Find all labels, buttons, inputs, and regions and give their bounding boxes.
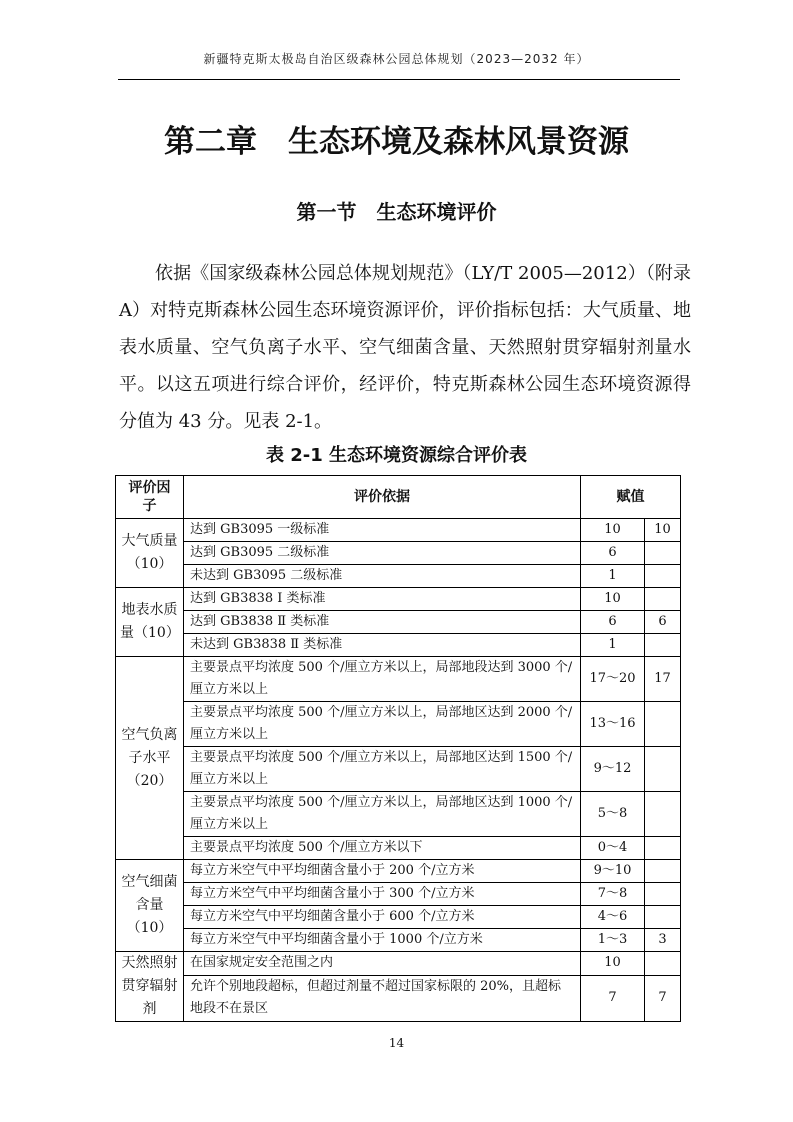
table-header-row [116,476,681,519]
basis-cell: 主要景点平均浓度 500 个/厘立方米以上，局部地区达到 1500 个/厘立方米以上 [184,747,581,792]
range-cell: 0～4 [581,837,645,860]
basis-cell: 主要景点平均浓度 500 个/厘立方米以上，局部地区达到 1000 个/厘立方米以上 [184,792,581,837]
basis-cell: 主要景点平均浓度 500 个/厘立方米以上，局部地段达到 3000 个/厘立方米以上 [184,657,581,702]
table-row [116,611,681,634]
table-row [116,588,681,611]
factor-cell: 地表水质量（10） [116,588,184,657]
header-factor: 评价因子 [116,476,184,519]
table-row [116,975,681,1021]
range-cell: 4～6 [581,906,645,929]
table-row [116,542,681,565]
factor-cell: 大气质量（10） [116,519,184,588]
score-cell [645,702,681,747]
table-row [116,906,681,929]
basis-cell: 达到 GB3838 Ⅰ 类标准 [184,588,581,611]
range-cell: 5～8 [581,792,645,837]
score-cell [645,588,681,611]
score-cell [645,565,681,588]
running-header: 新疆特克斯太极岛自治区级森林公园总体规划（2023—2032 年） [203,52,590,66]
chapter-title: 第二章 生态环境及森林风景资源 [164,124,629,160]
basis-cell: 未达到 GB3095 二级标准 [184,565,581,588]
table-row [116,702,681,747]
score-cell [645,906,681,929]
evaluation-table [115,475,681,1022]
score-cell [645,792,681,837]
range-cell: 10 [581,588,645,611]
score-cell: 3 [645,929,681,952]
table-row [116,883,681,906]
score-cell [645,952,681,976]
basis-cell: 主要景点平均浓度 500 个/厘立方米以下 [184,837,581,860]
range-cell: 7 [581,975,645,1021]
page-number: 14 [388,1036,405,1050]
range-cell: 9～12 [581,747,645,792]
table-row [116,519,681,542]
score-cell [645,542,681,565]
score-cell [645,837,681,860]
basis-cell: 主要景点平均浓度 500 个/厘立方米以上，局部地区达到 2000 个/厘立方米以上 [184,702,581,747]
range-cell: 10 [581,952,645,976]
basis-cell: 未达到 GB3838 Ⅱ 类标准 [184,634,581,657]
score-cell [645,634,681,657]
score-cell [645,747,681,792]
basis-cell: 每立方米空气中平均细菌含量小于 1000 个/立方米 [184,929,581,952]
table-row [116,565,681,588]
basis-cell: 达到 GB3838 Ⅱ 类标准 [184,611,581,634]
table-row [116,634,681,657]
basis-cell: 达到 GB3095 二级标准 [184,542,581,565]
factor-cell: 空气细菌含量（10） [116,860,184,952]
range-cell: 6 [581,542,645,565]
range-cell: 1～3 [581,929,645,952]
basis-cell: 每立方米空气中平均细菌含量小于 600 个/立方米 [184,906,581,929]
header-basis: 评价依据 [184,476,581,519]
basis-cell: 在国家规定安全范围之内 [184,952,581,976]
table-row [116,929,681,952]
body-paragraph: 依据《国家级森林公园总体规划规范》（LY/T 2005—2012）（附录A）对特克斯森林公园生态环境资源评价，评价指标包括：大气质量、地表水质量、空气负离子水平、空气细菌含量、天然照射贯穿辐射剂量水平。以这五项进行综合评价，经评价，特克斯森林公园生态环境资源得分值为 43 分。见表 2-1。 [119,263,691,432]
section-title: 第一节 生态环境评价 [296,200,497,224]
score-cell: 7 [645,975,681,1021]
range-cell: 6 [581,611,645,634]
range-cell: 13～16 [581,702,645,747]
table-row [116,952,681,976]
score-cell: 17 [645,657,681,702]
table-row [116,837,681,860]
factor-cell: 空气负离子水平（20） [116,657,184,860]
score-cell [645,883,681,906]
range-cell: 7～8 [581,883,645,906]
basis-cell: 每立方米空气中平均细菌含量小于 300 个/立方米 [184,883,581,906]
range-cell: 1 [581,634,645,657]
table-row [116,657,681,702]
range-cell: 1 [581,565,645,588]
basis-cell: 允许个别地段超标，但超过剂量不超过国家标限的 20%，且超标地段不在景区 [184,975,581,1021]
score-cell [645,860,681,883]
table-row [116,792,681,837]
header-rule [118,79,680,80]
range-cell: 10 [581,519,645,542]
score-cell: 6 [645,611,681,634]
basis-cell: 每立方米空气中平均细菌含量小于 200 个/立方米 [184,860,581,883]
header-value: 赋值 [581,476,681,519]
factor-cell: 天然照射贯穿辐射剂 [116,952,184,1022]
score-cell: 10 [645,519,681,542]
range-cell: 17～20 [581,657,645,702]
table-row [116,860,681,883]
table-row [116,747,681,792]
range-cell: 9～10 [581,860,645,883]
basis-cell: 达到 GB3095 一级标准 [184,519,581,542]
table-caption: 表 2-1 生态环境资源综合评价表 [265,445,528,466]
